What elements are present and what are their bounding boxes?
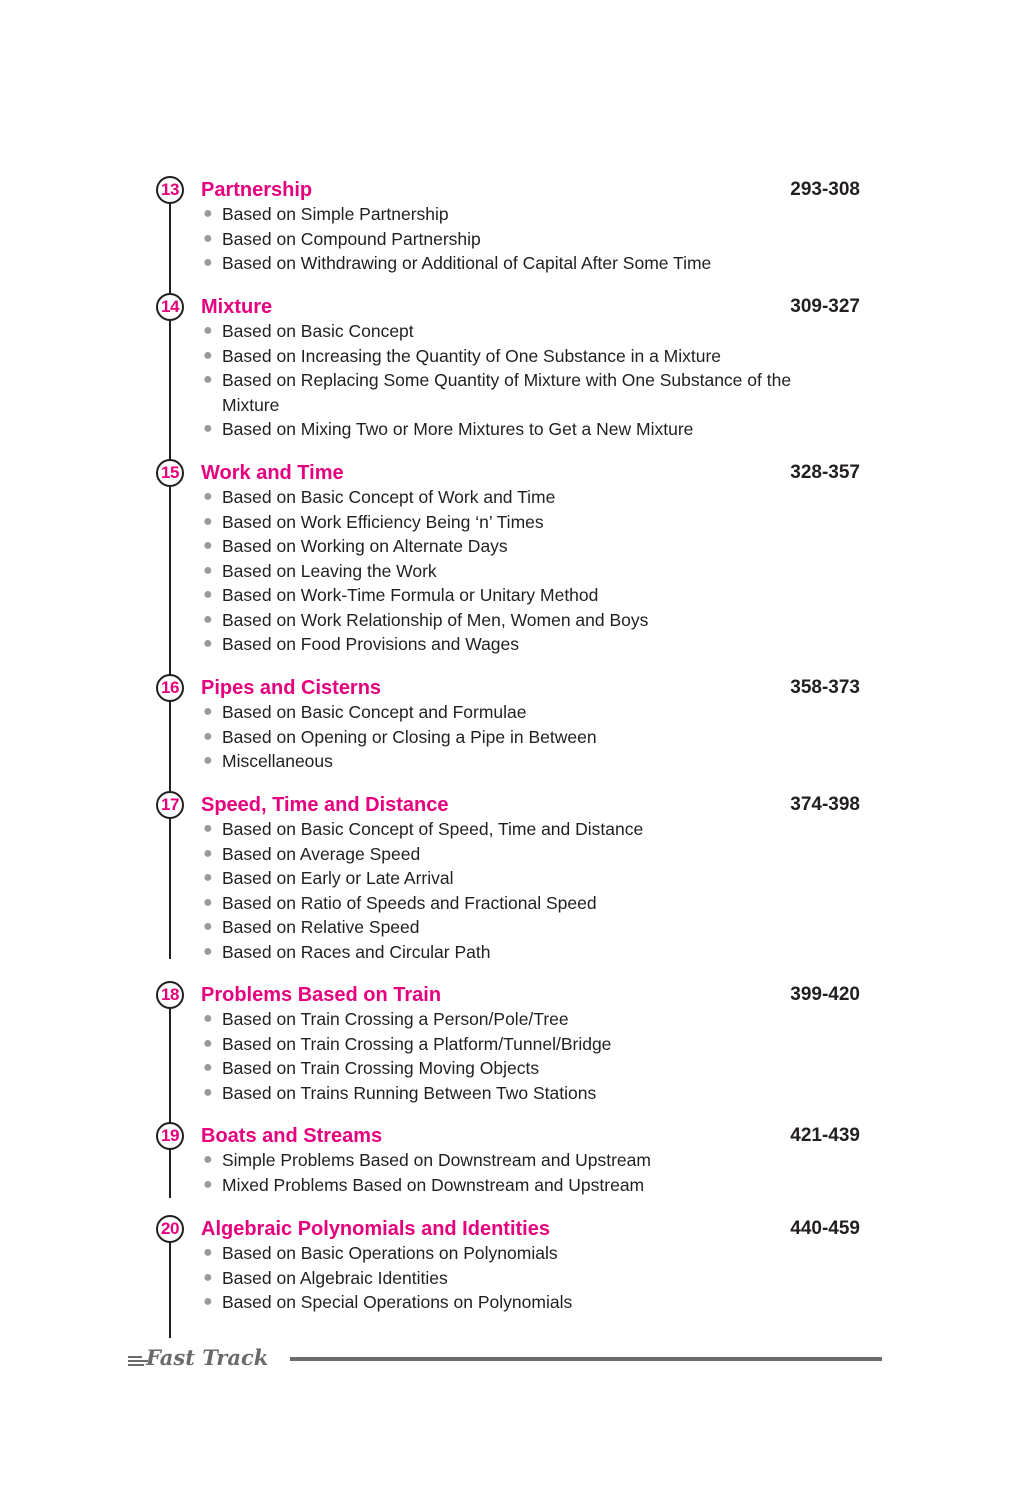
- list-item: [201, 485, 841, 510]
- bullet-icon: ●: [203, 610, 213, 628]
- list-item: [201, 608, 841, 633]
- topic-list: [201, 1007, 841, 1105]
- bullet-icon: ●: [203, 1034, 213, 1052]
- list-item: [201, 1241, 841, 1266]
- chapter-page-range: 309-327: [790, 296, 860, 317]
- bullet-icon: ●: [203, 205, 213, 222]
- list-item: [201, 534, 841, 559]
- topic-list: [201, 1241, 841, 1315]
- list-item: [201, 1081, 841, 1106]
- topic-text: Based on Leaving the Work: [222, 560, 437, 581]
- topic-list: [201, 700, 841, 774]
- list-item: [201, 1032, 841, 1057]
- topic-list: [201, 202, 841, 276]
- chapter-title: Problems Based on Train: [201, 984, 442, 1006]
- topic-text: Based on Races and Circular Path: [222, 941, 491, 962]
- timeline-line: [169, 818, 171, 959]
- timeline-line: [169, 1149, 171, 1198]
- bullet-icon: ●: [203, 752, 213, 769]
- footer-rule: [290, 1357, 882, 1361]
- bullet-icon: ●: [203, 727, 213, 745]
- topic-text: Based on Withdrawing or Additional of Capital After Some Time: [222, 253, 712, 273]
- bullet-icon: ●: [203, 1010, 213, 1027]
- bullet-icon: ●: [203, 488, 213, 505]
- bullet-icon: ●: [203, 820, 213, 837]
- bullet-icon: ●: [203, 561, 213, 579]
- topic-list: [201, 1148, 841, 1197]
- chapter-page-range: 440-459: [790, 1218, 860, 1239]
- list-item: [201, 1266, 841, 1291]
- bullet-icon: ●: [203, 844, 213, 862]
- bullet-icon: ●: [203, 1151, 213, 1168]
- topic-text: Based on Food Provisions and Wages: [222, 634, 520, 654]
- topic-text: Based on Train Crossing a Platform/Tunnel/Bridge: [222, 1033, 612, 1054]
- chapter-number: 19: [156, 1122, 184, 1150]
- list-item: [201, 559, 841, 584]
- topic-text: Based on Relative Speed: [222, 917, 420, 937]
- list-item: [201, 583, 841, 608]
- topic-list: [201, 319, 841, 442]
- topic-text: Based on Replacing Some Quantity of Mixture with One Substance of the Mixture: [222, 370, 792, 415]
- topic-text: Based on Opening or Closing a Pipe in Between: [222, 726, 597, 747]
- chapter-page-range: 399-420: [790, 984, 860, 1005]
- timeline-line: [169, 486, 171, 676]
- page-footer: [128, 1344, 882, 1374]
- list-item: [201, 319, 841, 344]
- topic-text: Mixed Problems Based on Downstream and Upstream: [222, 1174, 645, 1195]
- list-item: [201, 891, 841, 916]
- topic-text: Based on Average Speed: [222, 843, 421, 864]
- bullet-icon: ●: [203, 537, 213, 554]
- list-item: [201, 202, 841, 227]
- list-item: [201, 725, 841, 750]
- chapter-number: 14: [156, 293, 184, 321]
- bullet-icon: ●: [203, 869, 213, 886]
- bullet-icon: ●: [203, 1175, 213, 1193]
- topic-text: Based on Basic Operations on Polynomials: [222, 1243, 558, 1263]
- topic-text: Based on Increasing the Quantity of One Substance in a Mixture: [222, 345, 722, 366]
- chapter-page-range: 328-357: [790, 462, 860, 483]
- bullet-icon: ●: [203, 322, 213, 339]
- topic-list: [201, 485, 841, 657]
- list-item: [201, 251, 841, 276]
- chapter-page-range: 293-308: [790, 179, 860, 200]
- chapter-title: Mixture: [201, 296, 273, 318]
- list-item: [201, 866, 841, 891]
- bullet-icon: ●: [203, 229, 213, 247]
- chapter-title: Partnership: [201, 179, 313, 201]
- chapter-number: 13: [156, 176, 184, 204]
- bullet-icon: ●: [203, 635, 213, 652]
- topic-text: Based on Compound Partnership: [222, 228, 481, 249]
- topic-text: Based on Basic Concept: [222, 321, 414, 341]
- timeline-line: [169, 1008, 171, 1126]
- bullet-icon: ●: [203, 1059, 213, 1076]
- topic-text: Based on Work Relationship of Men, Women and Boys: [222, 609, 649, 630]
- list-item: [201, 749, 841, 774]
- list-item: [201, 817, 841, 842]
- chapter-title: Algebraic Polynomials and Identities: [201, 1218, 550, 1240]
- bullet-icon: ●: [203, 512, 213, 530]
- chapter-number: 16: [156, 674, 184, 702]
- topic-text: Based on Work Efficiency Being ‘n’ Times: [222, 511, 544, 532]
- topic-text: Based on Mixing Two or More Mixtures to Get a New Mixture: [222, 419, 694, 439]
- topic-text: Based on Basic Concept and Formulae: [222, 702, 527, 722]
- bullet-icon: ●: [203, 1083, 213, 1101]
- chapter-number: 17: [156, 791, 184, 819]
- topic-text: Simple Problems Based on Downstream and Upstream: [222, 1150, 651, 1170]
- bullet-icon: ●: [203, 703, 213, 720]
- topic-text: Based on Special Operations on Polynomials: [222, 1292, 573, 1312]
- topic-text: Based on Basic Concept of Work and Time: [222, 487, 556, 507]
- topic-text: Based on Algebraic Identities: [222, 1267, 448, 1288]
- list-item: [201, 1148, 841, 1173]
- topic-text: Miscellaneous: [222, 751, 333, 771]
- bullet-icon: ●: [203, 420, 213, 437]
- bullet-icon: ●: [203, 918, 213, 935]
- bullet-icon: ●: [203, 346, 213, 364]
- topic-text: Based on Early or Late Arrival: [222, 868, 454, 888]
- list-item: [201, 368, 841, 417]
- footer-brand: Fast Track: [146, 1345, 269, 1370]
- topic-text: Based on Ratio of Speeds and Fractional Speed: [222, 892, 597, 913]
- topic-list: [201, 817, 841, 964]
- bullet-icon: ●: [203, 1268, 213, 1286]
- bullet-icon: ●: [203, 371, 213, 388]
- list-item: [201, 510, 841, 535]
- bullet-icon: ●: [203, 1293, 213, 1310]
- bullet-icon: ●: [203, 586, 213, 603]
- list-item: [201, 344, 841, 369]
- list-item: [201, 227, 841, 252]
- list-item: [201, 1173, 841, 1198]
- list-item: [201, 700, 841, 725]
- timeline-line: [169, 1242, 171, 1338]
- list-item: [201, 915, 841, 940]
- list-item: [201, 1056, 841, 1081]
- bullet-icon: ●: [203, 254, 213, 271]
- chapter-number: 20: [156, 1215, 184, 1243]
- bullet-icon: ●: [203, 1244, 213, 1261]
- list-item: [201, 632, 841, 657]
- list-item: [201, 940, 841, 965]
- bullet-icon: ●: [203, 893, 213, 911]
- chapter-title: Work and Time: [201, 462, 344, 484]
- topic-text: Based on Work-Time Formula or Unitary Method: [222, 585, 599, 605]
- topic-text: Based on Train Crossing a Person/Pole/Tree: [222, 1009, 569, 1029]
- timeline-line: [169, 701, 171, 794]
- list-item: [201, 842, 841, 867]
- topic-text: Based on Working on Alternate Days: [222, 536, 508, 556]
- speed-lines-icon: [128, 1356, 148, 1366]
- list-item: [201, 1290, 841, 1315]
- chapter-title: Pipes and Cisterns: [201, 677, 382, 699]
- chapter-title: Speed, Time and Distance: [201, 794, 449, 816]
- chapter-page-range: 374-398: [790, 794, 860, 815]
- topic-text: Based on Trains Running Between Two Stations: [222, 1082, 597, 1103]
- chapter-page-range: 421-439: [790, 1125, 860, 1146]
- chapter-number: 18: [156, 981, 184, 1009]
- bullet-icon: ●: [203, 942, 213, 960]
- topic-text: Based on Simple Partnership: [222, 204, 449, 224]
- chapter-page-range: 358-373: [790, 677, 860, 698]
- chapter-number: 15: [156, 459, 184, 487]
- topic-text: Based on Basic Concept of Speed, Time and Distance: [222, 819, 644, 839]
- list-item: [201, 417, 841, 442]
- list-item: [201, 1007, 841, 1032]
- chapter-title: Boats and Streams: [201, 1125, 383, 1147]
- topic-text: Based on Train Crossing Moving Objects: [222, 1058, 540, 1078]
